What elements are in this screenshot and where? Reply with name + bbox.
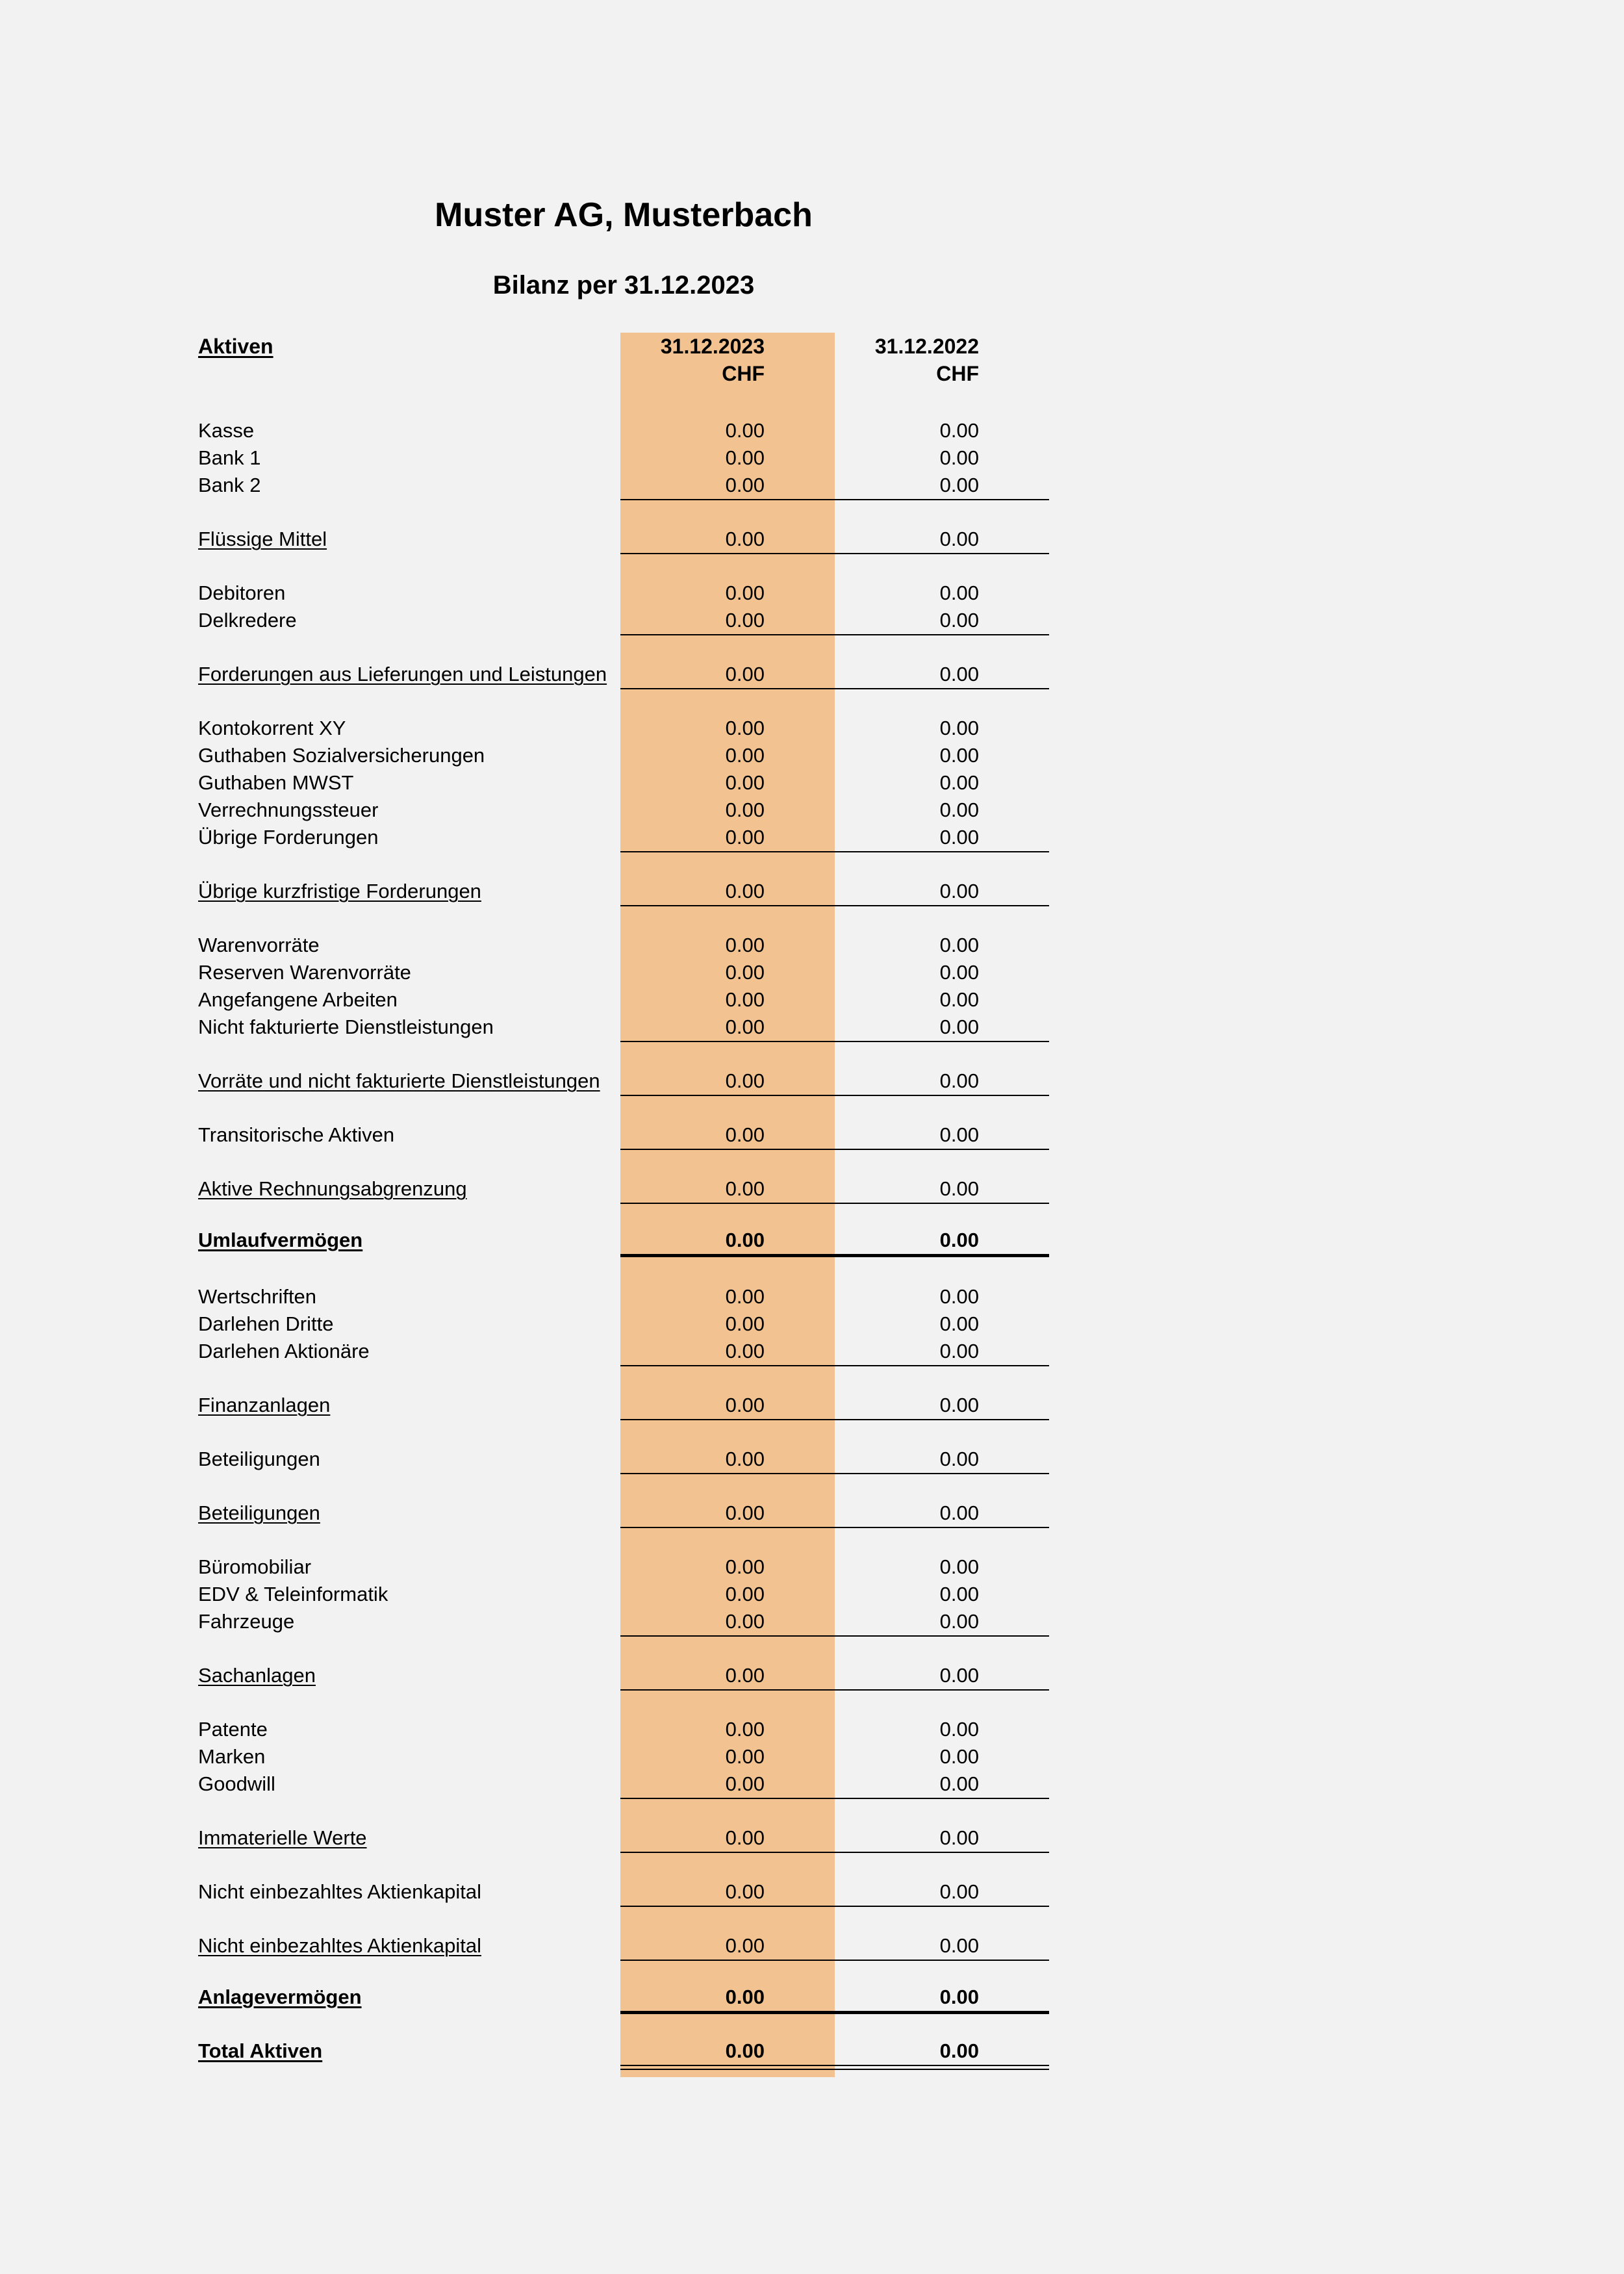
- value-prior-year: 0.00: [939, 1664, 979, 1687]
- table-row: [0, 1500, 1624, 1527]
- value-prior-year: 0.00: [939, 880, 979, 902]
- value-prior-year: 0.00: [939, 1340, 979, 1362]
- table-row: [0, 526, 1624, 553]
- column-header-current-date: 31.12.2023: [660, 335, 765, 358]
- row-label: Vorräte und nicht fakturierte Dienstleistungen: [198, 1069, 600, 1092]
- value-current-year: 0.00: [725, 1312, 765, 1335]
- row-label: Forderungen aus Lieferungen und Leistungen: [198, 663, 607, 685]
- value-current-year: 0.00: [725, 798, 765, 821]
- row-label: EDV & Teleinformatik: [198, 1583, 388, 1605]
- value-prior-year: 0.00: [939, 1772, 979, 1795]
- value-current-year: 0.00: [725, 1229, 765, 1251]
- table-row: [0, 2038, 1624, 2065]
- subtotal-rule: [620, 499, 1049, 500]
- value-prior-year: 0.00: [939, 1880, 979, 1903]
- value-prior-year: 0.00: [939, 934, 979, 956]
- row-label: Umlaufvermögen: [198, 1229, 363, 1251]
- row-label: Fahrzeuge: [198, 1610, 295, 1633]
- row-label: Delkredere: [198, 609, 297, 632]
- table-row: [0, 472, 1624, 499]
- value-current-year: 0.00: [725, 1664, 765, 1687]
- row-label: Finanzanlagen: [198, 1394, 331, 1416]
- value-current-year: 0.00: [725, 1394, 765, 1416]
- value-prior-year: 0.00: [939, 1501, 979, 1524]
- value-prior-year: 0.00: [939, 1986, 979, 2008]
- table-row: [0, 1581, 1624, 1608]
- value-current-year: 0.00: [725, 528, 765, 550]
- table-row: [0, 715, 1624, 742]
- row-label: Darlehen Dritte: [198, 1312, 334, 1335]
- row-label: Flüssige Mittel: [198, 528, 327, 550]
- column-header-prior-unit: CHF: [936, 362, 979, 385]
- table-row: [0, 1770, 1624, 1798]
- value-current-year: 0.00: [725, 988, 765, 1011]
- value-current-year: 0.00: [725, 419, 765, 442]
- value-current-year: 0.00: [725, 934, 765, 956]
- table-row: [0, 1446, 1624, 1473]
- row-label: Debitoren: [198, 581, 286, 604]
- row-label: Nicht fakturierte Dienstleistungen: [198, 1016, 494, 1038]
- row-label: Anlagevermögen: [198, 1986, 362, 2008]
- table-row: [0, 1878, 1624, 1906]
- value-current-year: 0.00: [725, 771, 765, 794]
- subtotal-rule: [620, 634, 1049, 635]
- value-current-year: 0.00: [725, 1448, 765, 1470]
- table-row: [0, 1121, 1624, 1149]
- subtotal-rule: [620, 1906, 1049, 1907]
- value-prior-year: 0.00: [939, 2039, 979, 2062]
- table-row: [0, 824, 1624, 851]
- value-prior-year: 0.00: [939, 717, 979, 739]
- table-row: [0, 769, 1624, 797]
- total-rule: [620, 1254, 1049, 1257]
- subtotal-rule: [620, 688, 1049, 689]
- row-label: Angefangene Arbeiten: [198, 988, 398, 1011]
- value-current-year: 0.00: [725, 1880, 765, 1903]
- value-current-year: 0.00: [725, 1826, 765, 1849]
- table-row: [0, 986, 1624, 1014]
- subtotal-rule: [620, 1203, 1049, 1204]
- table-row: [0, 878, 1624, 905]
- table-row: [0, 1743, 1624, 1770]
- value-prior-year: 0.00: [939, 744, 979, 767]
- row-label: Verrechnungssteuer: [198, 798, 379, 821]
- value-current-year: 0.00: [725, 961, 765, 984]
- value-current-year: 0.00: [725, 1583, 765, 1605]
- row-label: Goodwill: [198, 1772, 275, 1795]
- value-prior-year: 0.00: [939, 1826, 979, 1849]
- table-row: [0, 1553, 1624, 1581]
- value-current-year: 0.00: [725, 2039, 765, 2062]
- value-prior-year: 0.00: [939, 581, 979, 604]
- table-row: [0, 1338, 1624, 1365]
- value-prior-year: 0.00: [939, 1229, 979, 1251]
- value-prior-year: 0.00: [939, 1718, 979, 1741]
- subtotal-rule: [620, 1798, 1049, 1799]
- value-prior-year: 0.00: [939, 1583, 979, 1605]
- value-current-year: 0.00: [725, 1772, 765, 1795]
- row-label: Kontokorrent XY: [198, 717, 346, 739]
- row-label: Kasse: [198, 419, 255, 442]
- row-label: Warenvorräte: [198, 934, 320, 956]
- value-current-year: 0.00: [725, 1177, 765, 1200]
- value-prior-year: 0.00: [939, 474, 979, 496]
- company-title: Muster AG, Musterbach: [435, 196, 813, 234]
- value-current-year: 0.00: [725, 1986, 765, 2008]
- column-header-current-unit: CHF: [722, 362, 765, 385]
- value-prior-year: 0.00: [939, 609, 979, 632]
- value-current-year: 0.00: [725, 1745, 765, 1768]
- document-subtitle: Bilanz per 31.12.2023: [492, 271, 755, 300]
- value-current-year: 0.00: [725, 717, 765, 739]
- row-label: Marken: [198, 1745, 266, 1768]
- value-prior-year: 0.00: [939, 1177, 979, 1200]
- table-row: [0, 1824, 1624, 1852]
- table-row: [0, 661, 1624, 688]
- row-label: Büromobiliar: [198, 1555, 312, 1578]
- value-prior-year: 0.00: [939, 663, 979, 685]
- row-label: Bank 1: [198, 446, 261, 469]
- row-label: Bank 2: [198, 474, 261, 496]
- row-label: Aktive Rechnungsabgrenzung: [198, 1177, 467, 1200]
- column-header-prior-date: 31.12.2022: [874, 335, 979, 358]
- value-prior-year: 0.00: [939, 528, 979, 550]
- row-label: Beteiligungen: [198, 1448, 320, 1470]
- value-prior-year: 0.00: [939, 1745, 979, 1768]
- subtotal-rule: [620, 1149, 1049, 1150]
- subtotal-rule: [620, 553, 1049, 554]
- value-current-year: 0.00: [725, 1123, 765, 1146]
- value-prior-year: 0.00: [939, 1069, 979, 1092]
- row-label: Nicht einbezahltes Aktienkapital: [198, 1934, 481, 1957]
- table-row: [0, 1175, 1624, 1203]
- row-label: Reserven Warenvorräte: [198, 961, 411, 984]
- table-row: [0, 1283, 1624, 1310]
- table-row: [0, 1608, 1624, 1635]
- double-underline-rule: [620, 2065, 1049, 2070]
- row-label: Darlehen Aktionäre: [198, 1340, 370, 1362]
- value-prior-year: 0.00: [939, 1934, 979, 1957]
- subtotal-rule: [620, 1689, 1049, 1691]
- subtotal-rule: [620, 1635, 1049, 1637]
- row-label: Patente: [198, 1718, 268, 1741]
- value-prior-year: 0.00: [939, 1394, 979, 1416]
- value-prior-year: 0.00: [939, 1312, 979, 1335]
- table-row: [0, 932, 1624, 959]
- value-current-year: 0.00: [725, 744, 765, 767]
- value-current-year: 0.00: [725, 1718, 765, 1741]
- table-row: [0, 444, 1624, 472]
- subtotal-rule: [620, 1365, 1049, 1366]
- value-prior-year: 0.00: [939, 446, 979, 469]
- value-prior-year: 0.00: [939, 1610, 979, 1633]
- table-row: [0, 742, 1624, 769]
- row-label: Sachanlagen: [198, 1664, 316, 1687]
- value-current-year: 0.00: [725, 1340, 765, 1362]
- value-current-year: 0.00: [725, 1285, 765, 1308]
- table-row: [0, 1067, 1624, 1095]
- row-label: Beteiligungen: [198, 1501, 320, 1524]
- table-row: [0, 1716, 1624, 1743]
- table-row: [0, 959, 1624, 986]
- value-prior-year: 0.00: [939, 419, 979, 442]
- value-current-year: 0.00: [725, 1069, 765, 1092]
- subtotal-rule: [620, 905, 1049, 906]
- subtotal-rule: [620, 1095, 1049, 1096]
- value-current-year: 0.00: [725, 663, 765, 685]
- value-prior-year: 0.00: [939, 1555, 979, 1578]
- table-row: [0, 1014, 1624, 1041]
- value-current-year: 0.00: [725, 1610, 765, 1633]
- value-current-year: 0.00: [725, 826, 765, 849]
- subtotal-rule: [620, 1960, 1049, 1961]
- value-prior-year: 0.00: [939, 826, 979, 849]
- value-current-year: 0.00: [725, 1016, 765, 1038]
- table-row: [0, 1227, 1624, 1254]
- value-current-year: 0.00: [725, 1934, 765, 1957]
- table-row: [0, 417, 1624, 444]
- value-current-year: 0.00: [725, 609, 765, 632]
- value-current-year: 0.00: [725, 1501, 765, 1524]
- value-prior-year: 0.00: [939, 988, 979, 1011]
- table-row: [0, 797, 1624, 824]
- row-label: Wertschriften: [198, 1285, 317, 1308]
- value-current-year: 0.00: [725, 446, 765, 469]
- row-label: Total Aktiven: [198, 2039, 323, 2062]
- table-row: [0, 580, 1624, 607]
- row-label: Immaterielle Werte: [198, 1826, 367, 1849]
- row-label: Transitorische Aktiven: [198, 1123, 395, 1146]
- value-prior-year: 0.00: [939, 771, 979, 794]
- row-label: Guthaben MWST: [198, 771, 354, 794]
- section-heading-aktiven: Aktiven: [198, 335, 273, 358]
- subtotal-rule: [620, 1852, 1049, 1853]
- table-row: [0, 1310, 1624, 1338]
- value-current-year: 0.00: [725, 880, 765, 902]
- row-label: Übrige kurzfristige Forderungen: [198, 880, 481, 902]
- value-prior-year: 0.00: [939, 1123, 979, 1146]
- subtotal-rule: [620, 1473, 1049, 1474]
- subtotal-rule: [620, 1419, 1049, 1420]
- value-prior-year: 0.00: [939, 1285, 979, 1308]
- row-label: Übrige Forderungen: [198, 826, 379, 849]
- value-prior-year: 0.00: [939, 798, 979, 821]
- value-current-year: 0.00: [725, 474, 765, 496]
- value-prior-year: 0.00: [939, 961, 979, 984]
- row-label: Nicht einbezahltes Aktienkapital: [198, 1880, 481, 1903]
- table-row: [0, 1932, 1624, 1960]
- table-row: [0, 1984, 1624, 2011]
- value-prior-year: 0.00: [939, 1448, 979, 1470]
- total-rule: [620, 2011, 1049, 2014]
- subtotal-rule: [620, 851, 1049, 852]
- subtotal-rule: [620, 1527, 1049, 1528]
- value-prior-year: 0.00: [939, 1016, 979, 1038]
- row-label: Guthaben Sozialversicherungen: [198, 744, 485, 767]
- table-row: [0, 607, 1624, 634]
- value-current-year: 0.00: [725, 1555, 765, 1578]
- value-current-year: 0.00: [725, 581, 765, 604]
- table-row: [0, 1392, 1624, 1419]
- subtotal-rule: [620, 1041, 1049, 1042]
- table-row: [0, 1662, 1624, 1689]
